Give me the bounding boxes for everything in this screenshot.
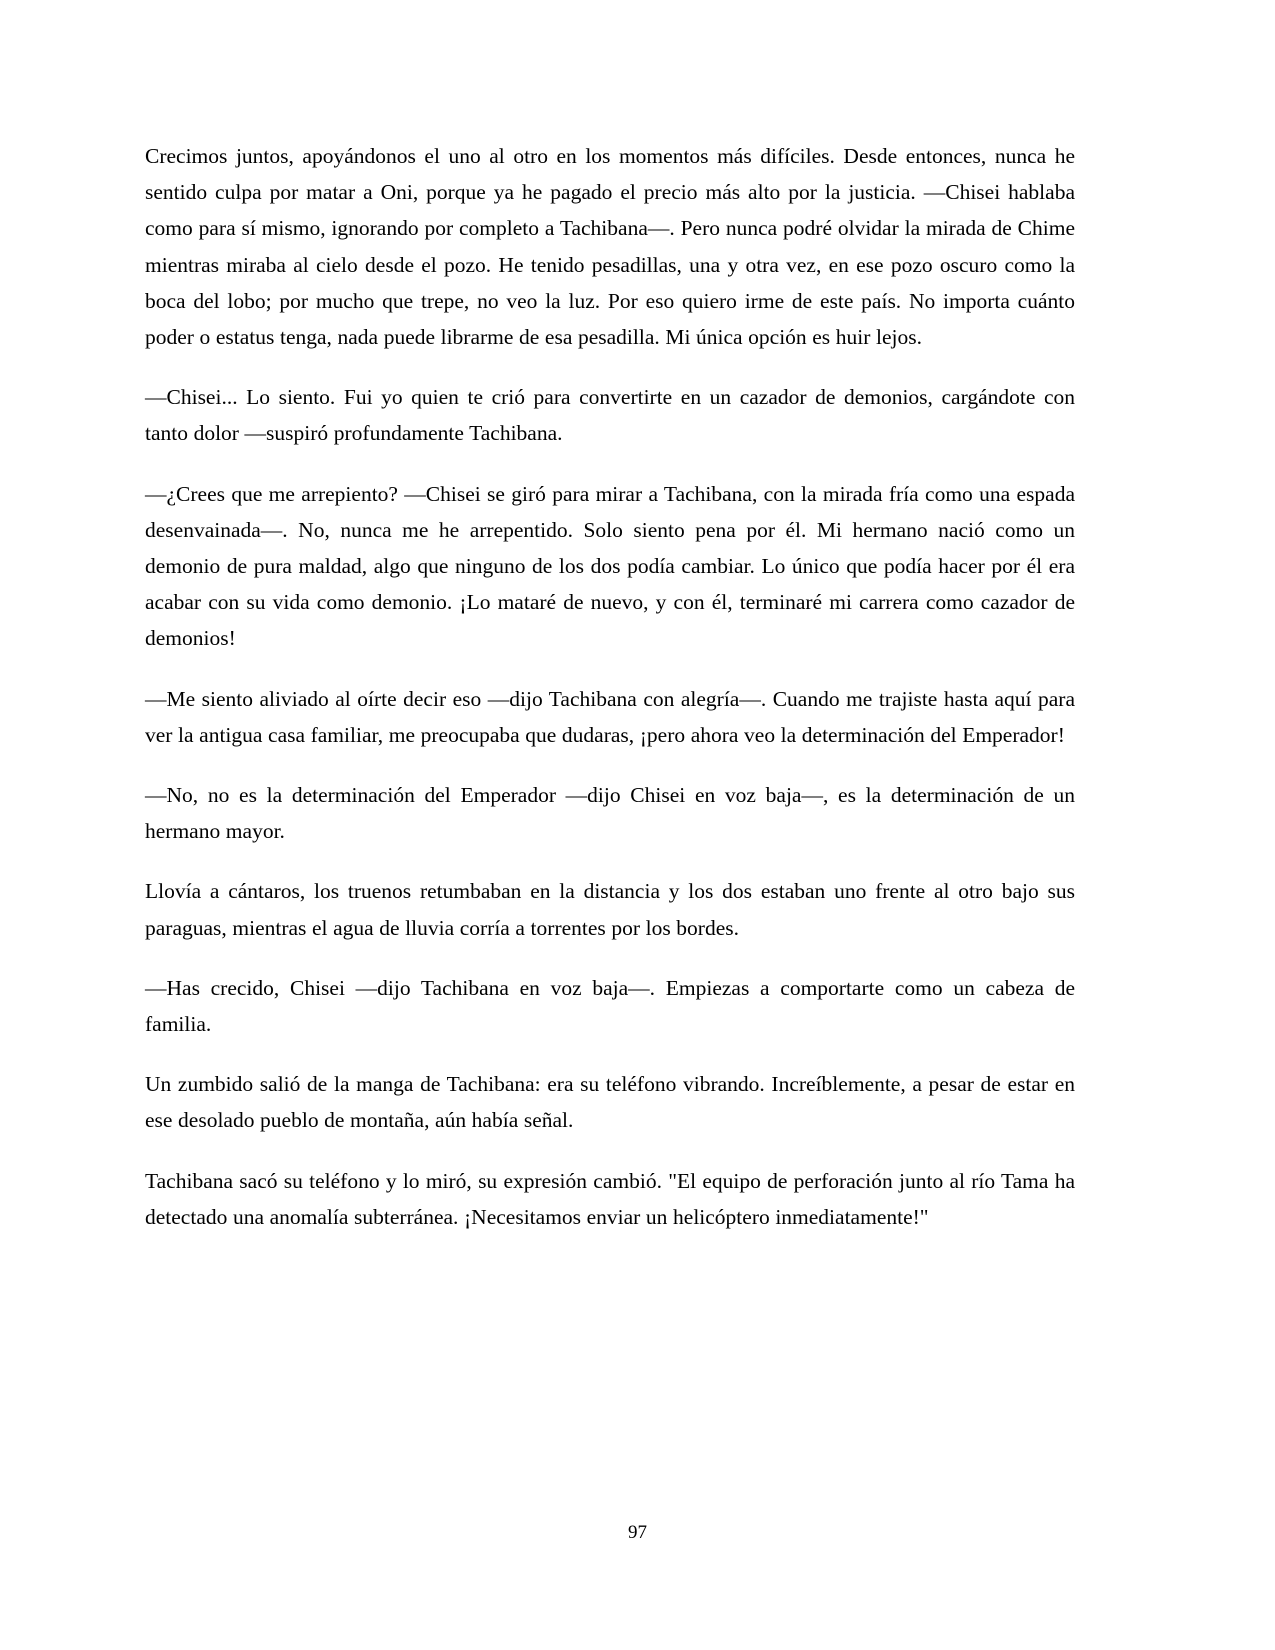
- page-body-text: [145, 138, 1075, 1235]
- paragraph-8: Un zumbido salió de la manga de Tachibana: era su teléfono vibrando. Increíblemente, a pesar de estar en ese desolado pueblo de montaña, aún había señal.: [145, 1072, 1075, 1133]
- paragraph-6: Llovía a cántaros, los truenos retumbaban en la distancia y los dos estaban uno frente al otro bajo sus paraguas, mientras el agua de lluvia corría a torrentes por los bordes.: [145, 879, 1075, 940]
- paragraph-5: —No, no es la determinación del Emperador —dijo Chisei en voz baja—, es la determinación de un hermano mayor.: [145, 783, 1075, 844]
- paragraph-4: —Me siento aliviado al oírte decir eso —dijo Tachibana con alegría—. Cuando me trajiste hasta aquí para ver la antigua casa familiar, me preocupaba que dudaras, ¡pero ahora veo la determinación del Emperador!: [145, 686, 1075, 747]
- paragraph-2: —Chisei... Lo siento. Fui yo quien te crió para convertirte en un cazador de demonios, cargándote con tanto dolor —suspiró profundamente Tachibana.: [145, 385, 1075, 446]
- paragraph-7: —Has crecido, Chisei —dijo Tachibana en voz baja—. Empiezas a comportarte como un cabeza de familia.: [145, 975, 1075, 1037]
- paragraph-9: Tachibana sacó su teléfono y lo miró, su expresión cambió. "El equipo de perforación junto al río Tama ha detectado una anomalía subterránea. ¡Necesitamos enviar un helicóptero inmediatamente!": [145, 1168, 1075, 1229]
- paragraph-3: —¿Crees que me arrepiento? —Chisei se giró para mirar a Tachibana, con la mirada fría como una espada desenvainada—. No, nunca me he arrepentido. Solo siento pena por él. Mi hermano nació como un demonio de pura maldad, algo que ninguno de los dos podía cambiar. Lo único que podía hacer por él era acabar con su vida como demonio. ¡Lo mataré de nuevo, y con él, terminaré mi carrera como cazador de demonios!: [145, 481, 1075, 651]
- page-number: 97: [628, 1522, 647, 1543]
- paragraph-1: Crecimos juntos, apoyándonos el uno al otro en los momentos más difíciles. Desde entonces, nunca he sentido culpa por matar a Oni, porque ya he pagado el precio más alto por la justicia. —Chisei hablaba como para sí mismo, ignorando por completo a Tachibana—. Pero nunca podré olvidar la mirada de Chime mientras miraba al cielo desde el pozo. He tenido pesadillas, una y otra vez, en ese pozo oscuro como la boca del lobo; por mucho que trepe, no veo la luz. Por eso quiero irme de este país. No importa cuánto poder o estatus tenga, nada puede librarme de esa pesadilla. Mi única opción es huir lejos.: [145, 144, 1075, 350]
